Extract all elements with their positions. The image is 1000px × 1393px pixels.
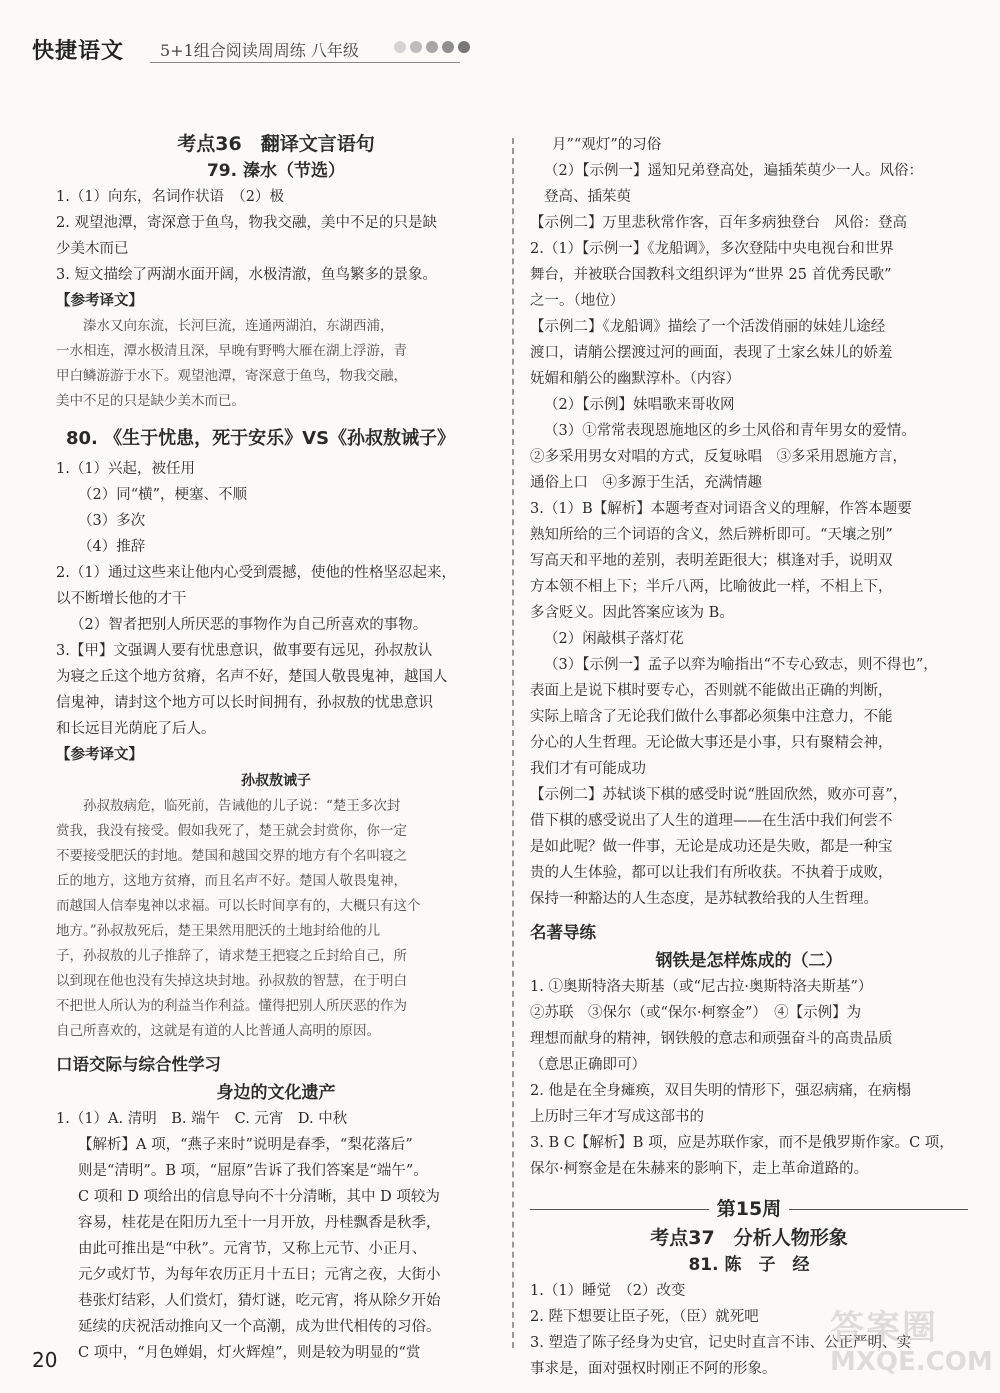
- section-classics-heading: 名著导练: [530, 923, 596, 942]
- text-line: 1.（1）A. 清明 B. 端午 C. 元宵 D. 中秋: [56, 1111, 348, 1127]
- week-rule-left: [530, 1209, 709, 1210]
- continued-text: [530, 132, 968, 158]
- text-line: 之一。（地位）: [530, 293, 625, 309]
- text-line: 赏我，我没有接受。假如我死了，楚王就会封赏你，你一定: [56, 823, 407, 839]
- text-line: 方本领不相上下；半斤八两，比喻彼此一样，不相上下，: [530, 579, 893, 595]
- header-dot: [458, 41, 470, 53]
- text-line: 是如此呢？做一件事，无论是成功还是失败，都是一种宝: [530, 839, 893, 855]
- translation-80: [56, 794, 496, 1044]
- text-line: 表面上是说下棋时要专心，否则就不能做出正确的判断，: [530, 683, 893, 699]
- text-line: 甲白鳞游游于水下。观望池潭，寄深意于鱼鸟，物我交融，: [56, 368, 407, 384]
- text-line: 以不断增长他的才干: [56, 591, 187, 607]
- text-line: 丘的地方，这地方贫瘠，而且名声不好。楚国人敬畏鬼神，: [56, 873, 407, 889]
- text-line: 少美木而已: [56, 241, 129, 257]
- answer-2-example-2: [530, 210, 968, 236]
- answers-80-q2: [56, 560, 496, 612]
- watermark-logo-text: 答案圈: [830, 1308, 938, 1348]
- text-line: 孙叔敖病危，临死前，告诫他的儿子说：“楚王多次封: [83, 798, 401, 814]
- text-line: 2.（1）通过这些来让他内心受到震撼，使他的性格坚忍起来，: [56, 565, 457, 581]
- text-line: 3.【甲】文强调人要有忧患意识，做事要有远见，孙叔敖认: [56, 643, 433, 659]
- text-line: 溱水又向东流，长河巨流，连通两湖泊，东湖西浦，: [83, 318, 394, 334]
- text-line: 而越国人信奉鬼神以求福。可以长时间享有的，大概只有这个: [56, 898, 421, 914]
- oral-explanation: [56, 1132, 496, 1366]
- answer-q2-1: [530, 236, 968, 314]
- text-line: 3.（1）B【解析】本题考查对词语含义的理解，作答本题要: [530, 501, 912, 517]
- kaodian-37-heading: 考点37 分析人物形象: [650, 1227, 848, 1249]
- passage-80-title: 80. 《生于忧患，死于安乐》VS《孙叔敖诫子》: [66, 428, 456, 449]
- week-label: 第15周: [716, 1198, 782, 1220]
- text-line: 妩媚和艄公的幽默淳朴。（内容）: [530, 371, 741, 387]
- text-line: （意思正确即可）: [530, 1057, 646, 1073]
- text-line: ②苏联 ③保尔（或“保尔·柯察金”） ④【示例】为: [530, 1005, 862, 1021]
- week-rule-right: [789, 1209, 968, 1210]
- text-line: 地方。”孙叔敖死后，楚王果然用肥沃的土地封给他的儿: [56, 923, 381, 939]
- reference-translation-label: 【参考译文】: [56, 293, 143, 309]
- page-number: 20: [32, 1348, 58, 1372]
- text-line: 1.（1）向东，名词作状语 （2）极: [56, 189, 285, 205]
- answer-q2-1-example-2: [530, 314, 968, 392]
- text-line: 3. 短文描绘了两湖水面开阔，水极清澈，鱼鸟繁多的景象。: [56, 267, 437, 283]
- text-line: （4）推辞: [78, 539, 146, 555]
- translation-79: [56, 314, 496, 414]
- text-line: 3. 塑造了陈子经身为史官，记史时直言不讳、公正严明、实: [530, 1335, 911, 1351]
- text-line: 【示例二】苏轼谈下棋的感受时说“胜固欣然，败亦可喜”，: [530, 787, 908, 803]
- header-dot: [426, 41, 438, 53]
- text-line: 巷张灯结彩，人们赏灯，猜灯谜，吃元宵，将从除夕开始: [78, 1293, 441, 1309]
- answer-q2-2-3: [530, 392, 968, 444]
- text-line: （3）多次: [78, 513, 146, 529]
- text-line: C 项和 D 项给出的信息导向不十分清晰，其中 D 项较为: [78, 1189, 440, 1205]
- week-banner: [530, 1196, 968, 1222]
- text-line: 舞台，并被联合国教科文组织评为“世界 25 首优秀民歌”: [530, 267, 892, 283]
- text-line: 借下棋的感受说出了人生的道理——在生活中我们何尝不: [530, 813, 893, 829]
- text-line: 理想而献身的精神，钢铁般的意志和顽强奋斗的高贵品质: [530, 1031, 893, 1047]
- classics-answer-3: [530, 1130, 968, 1182]
- text-line: （3）【示例一】孟子以弈为喻指出“不专心致志，则不得也”，: [544, 657, 938, 673]
- text-line: 美中不足的只是缺少美木而已。: [56, 393, 245, 409]
- text-line: 则是“清明”。B 项，“屈原”告诉了我们答案是“端午”。: [78, 1163, 428, 1179]
- text-line: 容易，桂花是在阳历九至十一月开放，丹桂飘香是秋季，: [78, 1215, 441, 1231]
- text-line: 登高、插茱萸: [544, 189, 631, 205]
- text-line: 不把世人所认为的利益当作利益。懂得把别人所厌恶的作为: [56, 998, 407, 1014]
- text-line: 【示例二】《龙船调》描绘了一个活泼俏丽的妹娃儿途经: [530, 319, 886, 335]
- text-line: 信鬼神，请封这个地方可以长时间拥有，孙叔敖的忧患意识: [56, 695, 433, 711]
- answers-80-q3: [56, 638, 496, 742]
- answer-q3-2-3: [530, 626, 968, 678]
- answers-80-q1-sub: [56, 482, 496, 560]
- text-line: 1.（1）兴起，被任用: [56, 461, 196, 477]
- header-dot: [442, 41, 454, 53]
- right-column: [530, 128, 968, 1382]
- text-line: 我们才有可能成功: [530, 761, 646, 777]
- kaodian-36-heading: 考点36 翻译文言语句: [177, 133, 375, 155]
- text-line: 一水相连，潭水极清且深，早晚有野鸭大雁在湖上浮游，青: [56, 343, 407, 359]
- classics-answer-1-cont: [530, 1000, 968, 1078]
- text-line: 1.（1）睡觉 （2）改变: [530, 1283, 686, 1299]
- text-line: 【解析】A 项，“燕子来时”说明是春季，“梨花落后”: [78, 1137, 413, 1153]
- classics-answer-1: [530, 974, 968, 1000]
- text-line: 渡口，请艄公摆渡过河的画面，表现了土家幺妹儿的娇羞: [530, 345, 893, 361]
- text-line: 多含贬义。因此答案应该为 B。: [530, 605, 734, 621]
- translation-title: 孙叔敖诫子: [241, 773, 311, 789]
- text-line: 贵的人生体验，都可以让我们有所收获。不执着于成败，: [530, 865, 893, 881]
- header-subtitle: 5+1组合阅读周周练 八年级: [160, 41, 359, 60]
- answer-q2-3-cont: [530, 444, 968, 496]
- oral-answers: [56, 1106, 496, 1132]
- classics-answer-2: [530, 1078, 968, 1130]
- column-divider: [512, 138, 514, 1348]
- oral-topic-title: 身边的文化遗产: [216, 1083, 336, 1103]
- text-line: 【示例二】万里悲秋常作客，百年多病独登台 风俗：登高: [530, 215, 907, 231]
- text-line: 通俗上口 ④多源于生活，充满情趣: [530, 475, 762, 491]
- passage-81-title: 81. 陈 子 经: [688, 1255, 810, 1275]
- watermark-url: MXQE.COM: [830, 1347, 993, 1377]
- header-dots: [394, 41, 470, 53]
- answer-q3-3-cont: [530, 678, 968, 782]
- header-dot: [410, 41, 422, 53]
- text-line: C 项中，“月色婵娟，灯火辉煌”，则是较为明显的“赏: [78, 1345, 421, 1361]
- text-line: 延续的庆祝活动推向又一个高潮，成为世代相传的习俗。: [78, 1319, 441, 1335]
- text-line: 2. 陛下想要让臣子死，（臣）就死吧: [530, 1309, 759, 1325]
- text-line: 写高天和平地的差别，表明差距很大；棋逢对手，说明双: [530, 553, 893, 569]
- text-line: （2）【示例】妹唱歌来哥收网: [544, 397, 735, 413]
- text-line: 2.（1）【示例一】《龙船调》，多次登陆中央电视台和世界: [530, 241, 894, 257]
- text-line: 由此可推出是“中秋”。元宵节，又称上元节、小正月、: [78, 1241, 427, 1257]
- text-line: 2. 观望池潭，寄深意于鱼鸟，物我交融，美中不足的只是缺: [56, 215, 437, 231]
- text-line: 1. ①奥斯特洛夫斯基（或“尼古拉·奥斯特洛夫斯基”）: [530, 979, 873, 995]
- text-line: 自己所喜欢的，这就是有道的人比普通人高明的原因。: [56, 1023, 380, 1039]
- answers-79: [56, 184, 496, 288]
- text-line: 2. 他是在全身瘫痪，双目失明的情形下，强忍病痛，在病榻: [530, 1083, 911, 1099]
- text-line: 实际上暗含了无论我们做什么事都必须集中注意力，不能: [530, 709, 893, 725]
- passage-79-title: 79. 溱水（节选）: [206, 161, 346, 181]
- text-line: （2）同“横”，梗塞、不顺: [78, 487, 248, 503]
- text-line: 保持一种豁达的人生态度，是苏轼教给我的人生哲理。: [530, 891, 878, 907]
- left-column: [56, 128, 496, 1366]
- text-line: 3. B C【解析】B 项，应是苏联作家，而不是俄罗斯作家。C 项，: [530, 1135, 954, 1151]
- answers-80-q2-sub: [56, 612, 496, 638]
- answers-80-q1: [56, 456, 496, 482]
- text-line: 和长远目光荫庇了后人。: [56, 721, 216, 737]
- text-line: 不要接受肥沃的封地。楚国和越国交界的地方有个名叫寝之: [56, 848, 407, 864]
- answer-2-example-1: [530, 158, 968, 210]
- text-line: 保尔·柯察金是在朱赫来的影响下，走上革命道路的。: [530, 1161, 869, 1177]
- header-rule: [150, 62, 460, 63]
- text-line: （3）①常常表现恩施地区的乡土风俗和青年男女的爱情。: [544, 423, 916, 439]
- text-line: 子，孙叔敖的儿子推辞了，请求楚王把寝之丘封给自己，所: [56, 948, 407, 964]
- text-line: 事求是，面对强权时刚正不阿的形象。: [530, 1361, 777, 1377]
- text-line: 熟知所给的三个词语的含义，然后辨析即可。“天壤之别”: [530, 527, 893, 543]
- header-dot: [394, 41, 406, 53]
- text-line: 元夕或灯节，为每年农历正月十五日；元宵之夜，大街小: [78, 1267, 441, 1283]
- reference-translation-label: 【参考译文】: [56, 747, 143, 763]
- text-line: ②多采用男女对唱的方式，反复咏唱 ③多采用恩施方言，: [530, 449, 907, 465]
- text-line: 分心的人生哲理。无论做大事还是小事，只有聚精会神，: [530, 735, 893, 751]
- text-line: （2）【示例一】遥知兄弟登高处，遍插茱萸少一人。风俗：: [544, 163, 923, 179]
- classics-title: 钢铁是怎样炼成的（二）: [655, 951, 843, 971]
- answer-q3-1: [530, 496, 968, 626]
- section-oral-heading: 口语交际与综合性学习: [56, 1055, 221, 1074]
- header-title: 快捷语文: [32, 39, 125, 64]
- text-line: 为寝之丘这个地方贫瘠，名声不好，楚国人敬畏鬼神，越国人: [56, 669, 448, 685]
- answer-q3-3-example-2: [530, 782, 968, 912]
- text-line: （2）智者把别人所厌恶的事物作为自己所喜欢的事物。: [70, 617, 428, 633]
- text-line: 上历时三年才写成这部书的: [530, 1109, 704, 1125]
- text-line: 以到现在他也没有失掉这块封地。孙叔敖的智慧，在于明白: [56, 973, 407, 989]
- text-line: 月”“观灯”的习俗: [552, 137, 662, 153]
- text-line: （2）闲敲棋子落灯花: [544, 631, 684, 647]
- watermark: [830, 1300, 993, 1380]
